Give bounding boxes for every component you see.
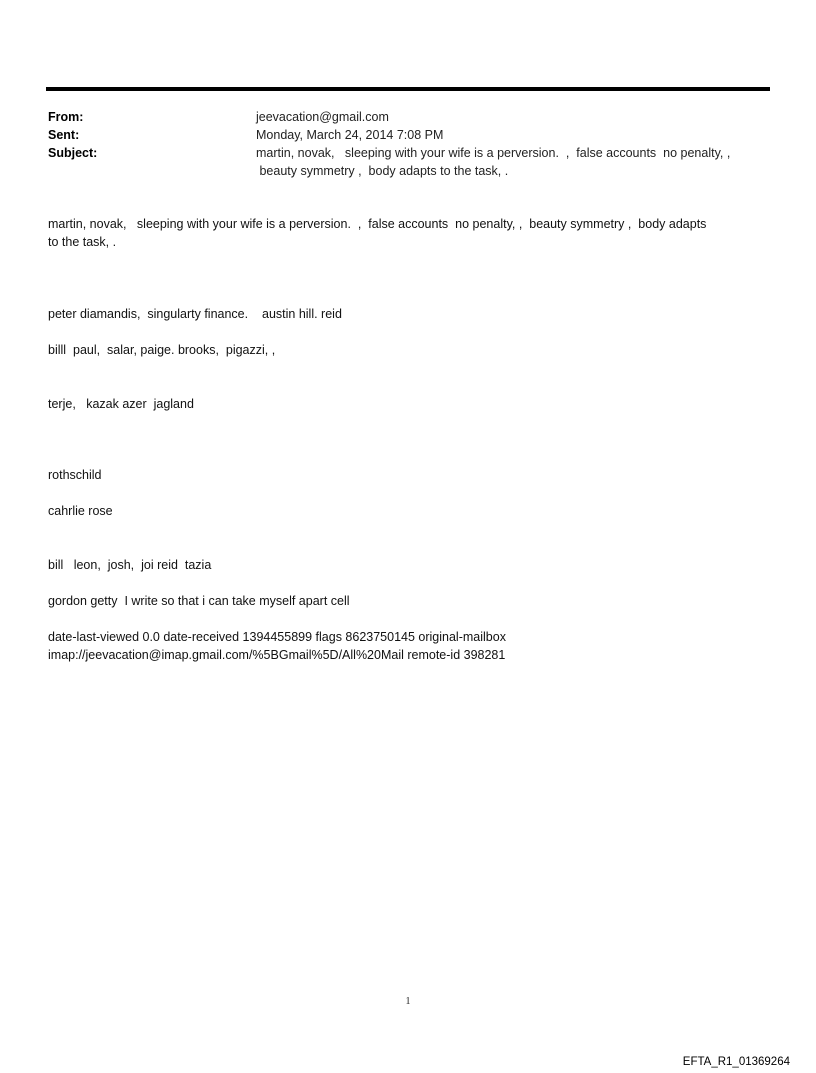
body-paragraph-subject-repeat: martin, novak, sleeping with your wife is a perversion. , false accounts no penalty, , beauty symmetry , body adapts to the task, .	[48, 217, 707, 249]
sent-row	[48, 126, 770, 144]
subject-row	[48, 144, 770, 180]
from-row	[48, 108, 770, 126]
body-paragraph-names-4: rothschild	[48, 468, 102, 482]
email-header	[48, 108, 770, 180]
body-paragraph-names-1: peter diamandis, singularty finance. austin hill. reid	[48, 307, 342, 321]
document-id: EFTA_R1_01369264	[682, 1056, 790, 1068]
header-divider	[46, 87, 770, 91]
body-paragraph-names-3: terje, kazak azer jagland	[48, 397, 194, 411]
body-paragraph-names-5: cahrlie rose	[48, 504, 113, 518]
body-paragraph-names-2: billl paul, salar, paige. brooks, pigazzi, ,	[48, 343, 276, 357]
from-value: jeevacation@gmail.com	[256, 110, 389, 124]
mail-metadata-text: date-last-viewed 0.0 date-received 1394455899 flags 8623750145 original-mailbox imap://jeevacation@imap.gmail.com/%5BGmail%5D/All%20Mail remote-id 398281	[48, 630, 506, 662]
from-label: From:	[48, 110, 84, 124]
sent-value: Monday, March 24, 2014 7:08 PM	[256, 128, 444, 142]
body-paragraph-names-7: gordon getty I write so that i can take myself apart cell	[48, 594, 350, 608]
subject-value: martin, novak, sleeping with your wife is a perversion. , false accounts no penalty, , beauty symmetry , body adapts to the task, .	[256, 146, 731, 178]
body-paragraph-names-6: bill leon, josh, joi reid tazia	[48, 558, 212, 572]
page-number: 1	[405, 996, 411, 1007]
sent-label: Sent:	[48, 128, 80, 142]
subject-label: Subject:	[48, 146, 98, 160]
